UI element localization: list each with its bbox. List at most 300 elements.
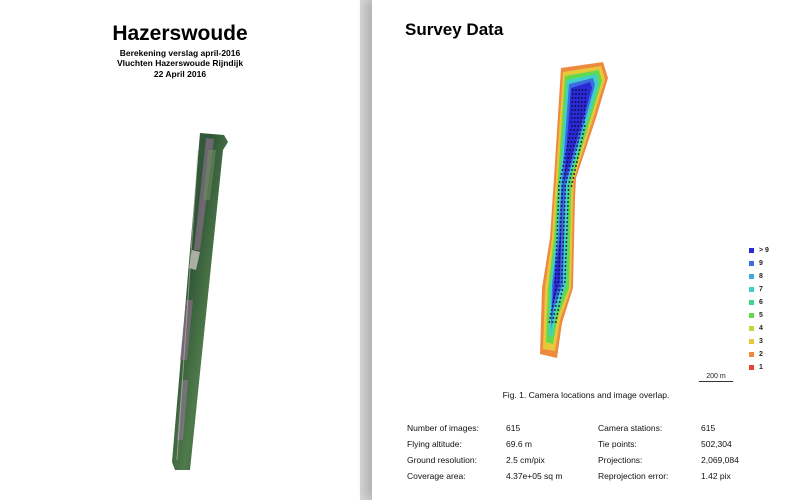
camera-dot xyxy=(561,185,563,187)
camera-dot xyxy=(568,189,570,191)
camera-dot xyxy=(556,237,558,239)
camera-dot xyxy=(585,93,587,95)
camera-dot xyxy=(584,125,586,127)
camera-dot xyxy=(568,169,570,171)
camera-dot xyxy=(566,233,568,235)
camera-dot xyxy=(549,321,551,323)
camera-dot xyxy=(575,137,577,139)
camera-dot xyxy=(578,137,580,139)
camera-dot xyxy=(556,285,558,287)
camera-dot xyxy=(584,101,586,103)
camera-dot xyxy=(575,97,577,99)
camera-dot xyxy=(575,153,577,155)
camera-dot xyxy=(565,245,567,247)
stats-row xyxy=(407,420,777,436)
camera-dot xyxy=(571,113,573,115)
legend-label: > 9 xyxy=(759,247,769,254)
camera-dot xyxy=(572,149,574,151)
camera-dot xyxy=(564,173,566,175)
camera-dot xyxy=(584,113,586,115)
camera-dot xyxy=(567,205,569,207)
camera-dot xyxy=(556,233,558,235)
camera-dot xyxy=(580,113,582,115)
camera-dot xyxy=(568,153,570,155)
camera-dot xyxy=(566,161,568,163)
camera-dot xyxy=(561,189,563,191)
camera-dot xyxy=(578,101,580,103)
camera-dot xyxy=(563,221,565,223)
camera-dot xyxy=(561,173,563,175)
stat-value: 615 xyxy=(701,423,716,433)
camera-dot xyxy=(570,129,572,131)
camera-dot xyxy=(556,317,558,319)
camera-dot xyxy=(558,281,560,283)
camera-dot xyxy=(573,129,575,131)
camera-dot xyxy=(560,297,562,299)
camera-dot xyxy=(565,253,567,255)
subtitle-line-1: Berekening verslag april-2016 xyxy=(119,48,241,58)
camera-dot xyxy=(578,105,580,107)
camera-dot xyxy=(557,297,559,299)
camera-dot xyxy=(557,293,559,295)
camera-dot xyxy=(575,149,577,151)
camera-dot xyxy=(577,117,579,119)
camera-dot xyxy=(574,157,576,159)
legend-swatch xyxy=(749,339,754,344)
legend-item xyxy=(749,244,769,257)
camera-dot xyxy=(572,89,574,91)
figure-caption: Fig. 1. Camera locations and image overlap. xyxy=(502,390,670,400)
camera-dot xyxy=(555,273,557,275)
stats-row xyxy=(407,468,777,484)
camera-dot xyxy=(558,277,560,279)
camera-dot xyxy=(556,253,558,255)
camera-dot xyxy=(559,181,561,183)
camera-dot xyxy=(562,181,564,183)
camera-dot xyxy=(570,121,572,123)
camera-dot xyxy=(561,197,563,199)
camera-dot xyxy=(561,269,563,271)
camera-dot xyxy=(580,117,582,119)
camera-dot xyxy=(558,197,560,199)
camera-dot xyxy=(564,281,566,283)
camera-dot xyxy=(573,145,575,147)
stat-value: 69.6 m xyxy=(506,439,532,449)
legend-item xyxy=(749,361,769,374)
camera-dot xyxy=(572,93,574,95)
camera-dot xyxy=(564,157,566,159)
camera-dot xyxy=(585,89,587,91)
legend-swatch xyxy=(749,313,754,318)
camera-dot xyxy=(564,185,566,187)
camera-dot xyxy=(578,93,580,95)
legend-label: 4 xyxy=(759,325,763,332)
camera-dot xyxy=(553,317,555,319)
camera-dot xyxy=(569,137,571,139)
stats-row xyxy=(407,436,777,452)
stat-label: Number of images: xyxy=(407,423,479,433)
camera-dot xyxy=(571,105,573,107)
camera-dot xyxy=(566,241,568,243)
camera-dot xyxy=(580,121,582,123)
camera-dot xyxy=(553,297,555,299)
camera-dot xyxy=(560,177,562,179)
camera-dot xyxy=(558,265,560,267)
camera-dot xyxy=(557,309,559,311)
camera-dot xyxy=(554,281,556,283)
camera-dot xyxy=(569,149,571,151)
camera-dot xyxy=(564,189,566,191)
camera-dot xyxy=(570,145,572,147)
stat-label: Coverage area: xyxy=(407,471,466,481)
camera-dot xyxy=(578,89,580,91)
camera-dot xyxy=(564,193,566,195)
camera-dot xyxy=(566,165,568,167)
stat-label: Projections: xyxy=(598,455,643,465)
camera-dot xyxy=(577,129,579,131)
camera-dot xyxy=(581,109,583,111)
camera-dot xyxy=(583,129,585,131)
legend-label: 5 xyxy=(759,312,763,319)
camera-dot xyxy=(552,305,554,307)
camera-dot xyxy=(565,261,567,263)
camera-dot xyxy=(564,213,566,215)
camera-dot xyxy=(565,181,567,183)
camera-dot xyxy=(566,229,568,231)
stat-value: 2.5 cm/pix xyxy=(506,455,545,465)
camera-dot xyxy=(566,149,568,151)
legend-item xyxy=(749,335,769,348)
legend-label: 8 xyxy=(759,273,763,280)
camera-dot xyxy=(555,277,557,279)
camera-dot xyxy=(559,285,561,287)
camera-dot xyxy=(560,217,562,219)
camera-dot xyxy=(571,185,573,187)
camera-dot xyxy=(573,161,575,163)
camera-dot xyxy=(561,281,563,283)
camera-dot xyxy=(573,177,575,179)
camera-dot xyxy=(574,109,576,111)
camera-dot xyxy=(560,229,562,231)
camera-dot xyxy=(561,205,563,207)
survey-page xyxy=(372,0,800,500)
legend-item xyxy=(749,322,769,335)
camera-dot xyxy=(556,249,558,251)
camera-dot xyxy=(575,165,577,167)
legend-swatch xyxy=(749,326,754,331)
camera-dot xyxy=(558,185,560,187)
camera-dot xyxy=(564,205,566,207)
camera-dot xyxy=(563,225,565,227)
camera-dot xyxy=(561,265,563,267)
camera-dot xyxy=(576,133,578,135)
camera-dot xyxy=(562,241,564,243)
camera-dot xyxy=(561,169,563,171)
camera-dot xyxy=(558,193,560,195)
camera-dot xyxy=(557,213,559,215)
camera-dot xyxy=(566,225,568,227)
stats-row xyxy=(407,452,777,468)
camera-dot xyxy=(549,317,551,319)
camera-dot xyxy=(580,145,582,147)
camera-dot xyxy=(581,125,583,127)
stat-value: 502,304 xyxy=(701,439,732,449)
camera-dot xyxy=(564,277,566,279)
legend-swatch xyxy=(749,365,754,370)
camera-dot xyxy=(584,97,586,99)
camera-dot xyxy=(580,129,582,131)
cover-page xyxy=(0,0,360,500)
camera-dot xyxy=(553,313,555,315)
camera-dot xyxy=(583,121,585,123)
section-title: Survey Data xyxy=(405,20,504,39)
legend-swatch xyxy=(749,287,754,292)
camera-dot xyxy=(567,213,569,215)
camera-dot xyxy=(555,261,557,263)
camera-dot xyxy=(567,173,569,175)
camera-dot xyxy=(572,97,574,99)
camera-dot xyxy=(563,177,565,179)
camera-dot xyxy=(565,257,567,259)
legend-label: 1 xyxy=(759,364,763,371)
camera-dot xyxy=(559,253,561,255)
camera-dot xyxy=(571,157,573,159)
camera-dot xyxy=(577,121,579,123)
camera-dot xyxy=(562,261,564,263)
camera-dot xyxy=(578,125,580,127)
camera-dot xyxy=(568,193,570,195)
camera-dot xyxy=(569,177,571,179)
camera-dot xyxy=(571,109,573,111)
camera-dot xyxy=(575,93,577,95)
camera-dot xyxy=(562,285,564,287)
legend-item xyxy=(749,257,769,270)
camera-dot xyxy=(568,181,570,183)
camera-dot xyxy=(567,209,569,211)
camera-dot xyxy=(577,157,579,159)
legend-item xyxy=(749,283,769,296)
camera-dot xyxy=(565,153,567,155)
camera-dot xyxy=(581,97,583,99)
camera-dot xyxy=(581,105,583,107)
camera-dot xyxy=(557,221,559,223)
report-title: Hazerswoude xyxy=(112,22,248,45)
legend-item xyxy=(749,309,769,322)
camera-dot xyxy=(557,217,559,219)
camera-dot xyxy=(564,209,566,211)
camera-dot xyxy=(566,237,568,239)
camera-dot xyxy=(558,269,560,271)
camera-dot xyxy=(568,185,570,187)
camera-dot xyxy=(572,181,574,183)
camera-dot xyxy=(563,161,565,163)
camera-dot xyxy=(574,141,576,143)
camera-dot xyxy=(557,205,559,207)
camera-dot xyxy=(576,145,578,147)
camera-dot xyxy=(561,293,563,295)
camera-dot xyxy=(565,265,567,267)
subtitle-line-2: Vluchten Hazerswoude Rijndijk xyxy=(116,58,244,68)
overlap-legend xyxy=(749,244,769,374)
camera-dot xyxy=(574,121,576,123)
camera-dot xyxy=(571,125,573,127)
camera-dot xyxy=(559,241,561,243)
stat-label: Reprojection error: xyxy=(598,471,669,481)
stat-value: 615 xyxy=(506,423,521,433)
camera-dot xyxy=(579,133,581,135)
legend-item xyxy=(749,348,769,361)
camera-dot xyxy=(555,305,557,307)
camera-dot xyxy=(560,213,562,215)
camera-dot xyxy=(563,237,565,239)
camera-dot xyxy=(562,253,564,255)
camera-dot xyxy=(556,229,558,231)
camera-dot xyxy=(550,313,552,315)
legend-label: 7 xyxy=(759,286,763,293)
camera-dot xyxy=(562,257,564,259)
camera-dot xyxy=(580,141,582,143)
camera-dot xyxy=(569,133,571,135)
camera-dot xyxy=(568,141,570,143)
camera-dot xyxy=(560,233,562,235)
camera-dot xyxy=(577,113,579,115)
camera-dot xyxy=(552,321,554,323)
camera-dot xyxy=(574,117,576,119)
camera-dot xyxy=(558,305,560,307)
camera-dot xyxy=(556,241,558,243)
camera-dot xyxy=(572,137,574,139)
stat-value: 2,069,084 xyxy=(701,455,739,465)
camera-dot xyxy=(560,221,562,223)
camera-dot xyxy=(575,101,577,103)
legend-label: 3 xyxy=(759,338,763,345)
camera-dot xyxy=(563,233,565,235)
camera-dot xyxy=(567,217,569,219)
stat-value: 4.37e+05 sq m xyxy=(506,471,563,481)
camera-dot xyxy=(558,189,560,191)
camera-dot xyxy=(563,217,565,219)
camera-dot xyxy=(574,169,576,171)
camera-dot xyxy=(561,277,563,279)
camera-dot xyxy=(551,309,553,311)
camera-dot xyxy=(563,229,565,231)
report-date: 22 April 2016 xyxy=(153,69,207,79)
camera-dot xyxy=(557,225,559,227)
legend-item xyxy=(749,270,769,283)
camera-dot xyxy=(555,265,557,267)
camera-dot xyxy=(564,269,566,271)
camera-dot xyxy=(557,209,559,211)
survey-stats-table xyxy=(407,420,777,484)
camera-dot xyxy=(553,301,555,303)
camera-overlap-map xyxy=(532,48,632,368)
camera-dot xyxy=(567,197,569,199)
legend-label: 2 xyxy=(759,351,763,358)
camera-dot xyxy=(560,225,562,227)
camera-dot xyxy=(562,245,564,247)
camera-dot xyxy=(555,289,557,291)
camera-dot xyxy=(558,289,560,291)
camera-dot xyxy=(562,165,564,167)
camera-dot xyxy=(559,237,561,239)
legend-swatch xyxy=(749,248,754,253)
camera-dot xyxy=(571,101,573,103)
legend-label: 6 xyxy=(759,299,763,306)
camera-dot xyxy=(567,201,569,203)
camera-dot xyxy=(559,245,561,247)
orthophoto-strip xyxy=(155,125,235,475)
camera-dot xyxy=(558,261,560,263)
camera-dot xyxy=(570,173,572,175)
camera-dot xyxy=(564,201,566,203)
legend-label: 9 xyxy=(759,260,763,267)
camera-dot xyxy=(567,145,569,147)
camera-dot xyxy=(556,245,558,247)
legend-item xyxy=(749,296,769,309)
camera-dot xyxy=(583,117,585,119)
camera-dot xyxy=(574,105,576,107)
camera-dot xyxy=(581,93,583,95)
camera-dot xyxy=(578,153,580,155)
camera-dot xyxy=(574,125,576,127)
camera-dot xyxy=(560,209,562,211)
camera-dot xyxy=(565,249,567,251)
camera-dot xyxy=(584,109,586,111)
camera-dot xyxy=(555,257,557,259)
camera-dot xyxy=(564,273,566,275)
camera-dot xyxy=(561,201,563,203)
stat-label: Camera stations: xyxy=(598,423,663,433)
camera-dot xyxy=(554,309,556,311)
camera-dot xyxy=(561,273,563,275)
camera-dot xyxy=(577,109,579,111)
camera-dot xyxy=(559,257,561,259)
camera-dot xyxy=(565,169,567,171)
camera-dot xyxy=(571,117,573,119)
camera-dot xyxy=(559,249,561,251)
camera-dot xyxy=(557,313,559,315)
camera-dot xyxy=(561,193,563,195)
camera-dot xyxy=(577,141,579,143)
camera-dot xyxy=(566,221,568,223)
camera-dot xyxy=(567,157,569,159)
camera-dot xyxy=(555,269,557,271)
camera-dot xyxy=(572,165,574,167)
camera-dot xyxy=(581,101,583,103)
camera-dot xyxy=(576,161,578,163)
scale-bar: 200 m xyxy=(699,373,733,382)
camera-dot xyxy=(575,89,577,91)
camera-dot xyxy=(582,89,584,91)
camera-dot xyxy=(578,97,580,99)
legend-swatch xyxy=(749,300,754,305)
camera-dot xyxy=(554,293,556,295)
camera-dot xyxy=(574,113,576,115)
legend-swatch xyxy=(749,274,754,279)
camera-dot xyxy=(582,133,584,135)
stat-label: Ground resolution: xyxy=(407,455,477,465)
camera-dot xyxy=(569,165,571,167)
camera-dot xyxy=(556,301,558,303)
camera-dot xyxy=(562,249,564,251)
camera-dot xyxy=(570,161,572,163)
stat-label: Flying altitude: xyxy=(407,439,462,449)
legend-swatch xyxy=(749,352,754,357)
camera-dot xyxy=(573,173,575,175)
camera-dot xyxy=(561,289,563,291)
camera-dot xyxy=(573,133,575,135)
camera-dot xyxy=(558,201,560,203)
